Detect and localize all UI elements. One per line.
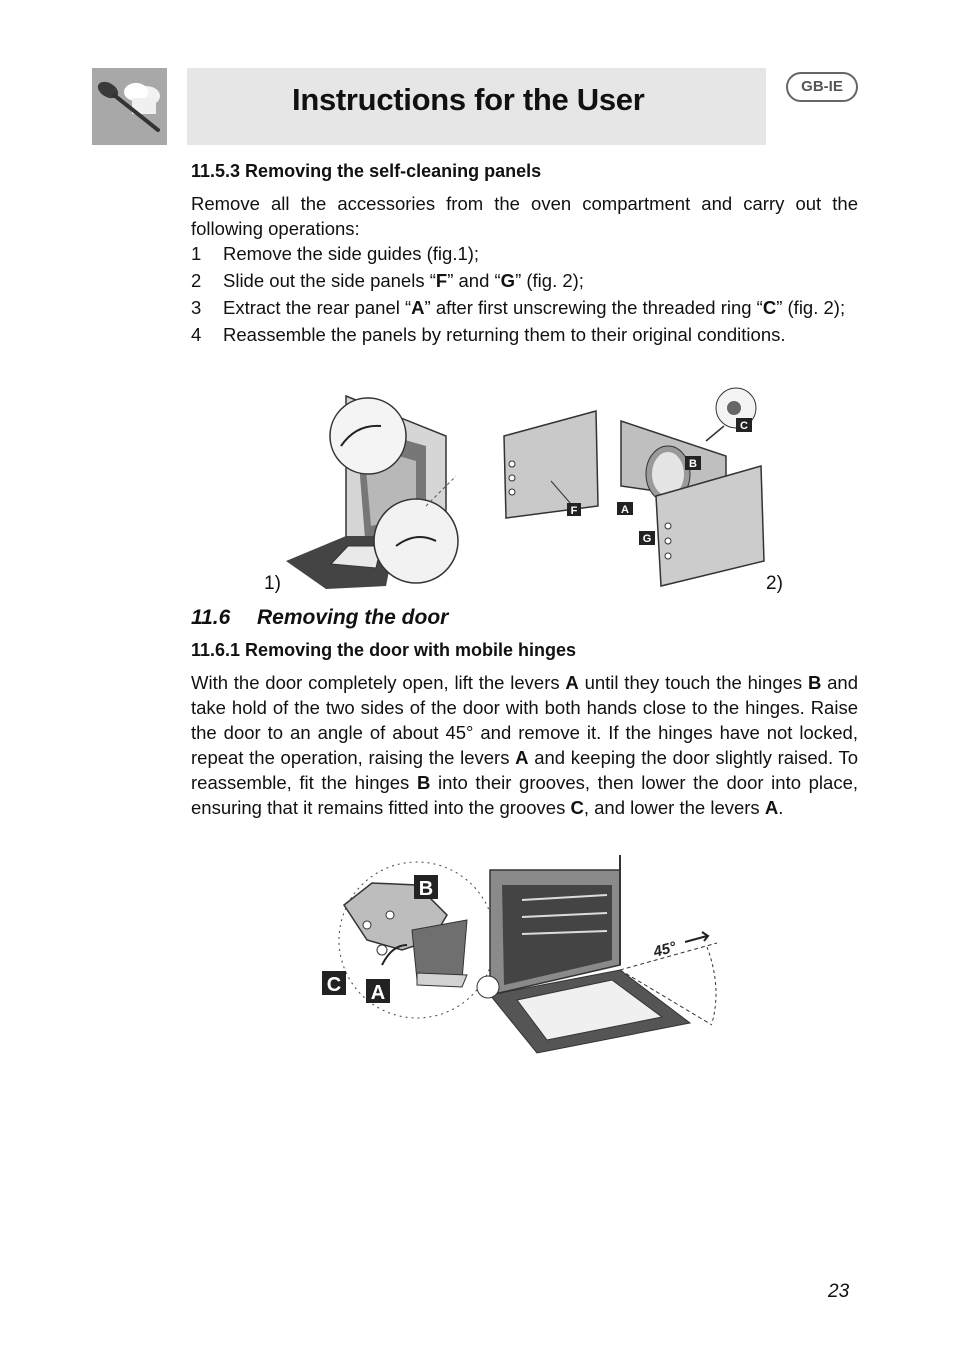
step-item [191, 240, 858, 267]
steps-list [191, 240, 858, 348]
angle-annotation [651, 932, 708, 961]
intro-text: Remove all the accessories from the oven compartment and carry out the following operations: [191, 193, 858, 239]
panel-tag-c [736, 418, 752, 432]
intro-paragraph [191, 191, 858, 241]
step-item [191, 294, 858, 321]
step-text: Slide out the side panels “F” and “G” (fig. 2); [223, 270, 584, 291]
svg-text:A: A [370, 982, 386, 1004]
svg-text:C: C [740, 420, 748, 432]
step-number: 3 [191, 297, 202, 318]
panel-tag-a [617, 502, 633, 516]
step-number: 1 [191, 243, 202, 264]
section-heading-11-5-3: 11.5.3 Removing the self-cleaning panels [191, 161, 542, 181]
svg-text:F: F [570, 505, 578, 517]
svg-text:G: G [642, 533, 652, 545]
hinge-tag-b [414, 875, 438, 900]
step-text: Reassemble the panels by returning them to their original conditions. [223, 324, 786, 345]
svg-text:45°: 45° [651, 938, 678, 961]
hinge-tag-c [322, 971, 346, 996]
step-item [191, 267, 858, 294]
language-badge: GB-IE [786, 72, 858, 102]
panel-tag-b [685, 456, 701, 470]
svg-text:B: B [418, 878, 434, 900]
spoon-chef-hat-icon [92, 68, 167, 145]
svg-text:B: B [689, 458, 697, 470]
section-number: 11.6 [191, 606, 231, 629]
section-heading-11-6-1: 11.6.1 Removing the door with mobile hinges [191, 640, 577, 660]
figure-side-guides [286, 386, 466, 591]
svg-text:A: A [621, 504, 629, 516]
page-title: Instructions for the User [292, 82, 645, 117]
panel-tag-g [639, 531, 655, 545]
panel-tag-f [567, 503, 581, 517]
section-heading-11-6 [191, 606, 448, 630]
step-number: 4 [191, 324, 202, 345]
step-text: Extract the rear panel “A” after first unscrewing the threaded ring “C” (fig. 2); [223, 297, 846, 318]
figure-1-label: 1) [264, 573, 281, 594]
step-text: Remove the side guides (fig.1); [223, 243, 480, 264]
door-text: With the door completely open, lift the levers A until they touch the hinges B and take hold of the two sides of the door with both hands close to the hinges. Raise the door to an angle of about 45° and remove it. If the hinges have not locked, repeat the operation, raising the levers A and keeping the door slightly raised. To reassemble, fit the hinges B into their grooves, then lower the door into place, ensuring that it remains fitted into the grooves C, and lower the levers A. [191, 672, 859, 818]
figure-door-removal [322, 855, 732, 1055]
section-title: Removing the door [257, 606, 449, 629]
figure-self-cleaning-panels [496, 386, 776, 591]
brand-logo [92, 68, 167, 145]
page-number: 23 [828, 1281, 850, 1302]
step-number: 2 [191, 270, 202, 291]
figure-2-label: 2) [766, 573, 783, 594]
hinge-tag-a [366, 979, 390, 1004]
svg-text:C: C [326, 974, 342, 996]
step-item [191, 321, 858, 348]
header-bar [187, 68, 766, 145]
door-paragraph [191, 670, 858, 820]
